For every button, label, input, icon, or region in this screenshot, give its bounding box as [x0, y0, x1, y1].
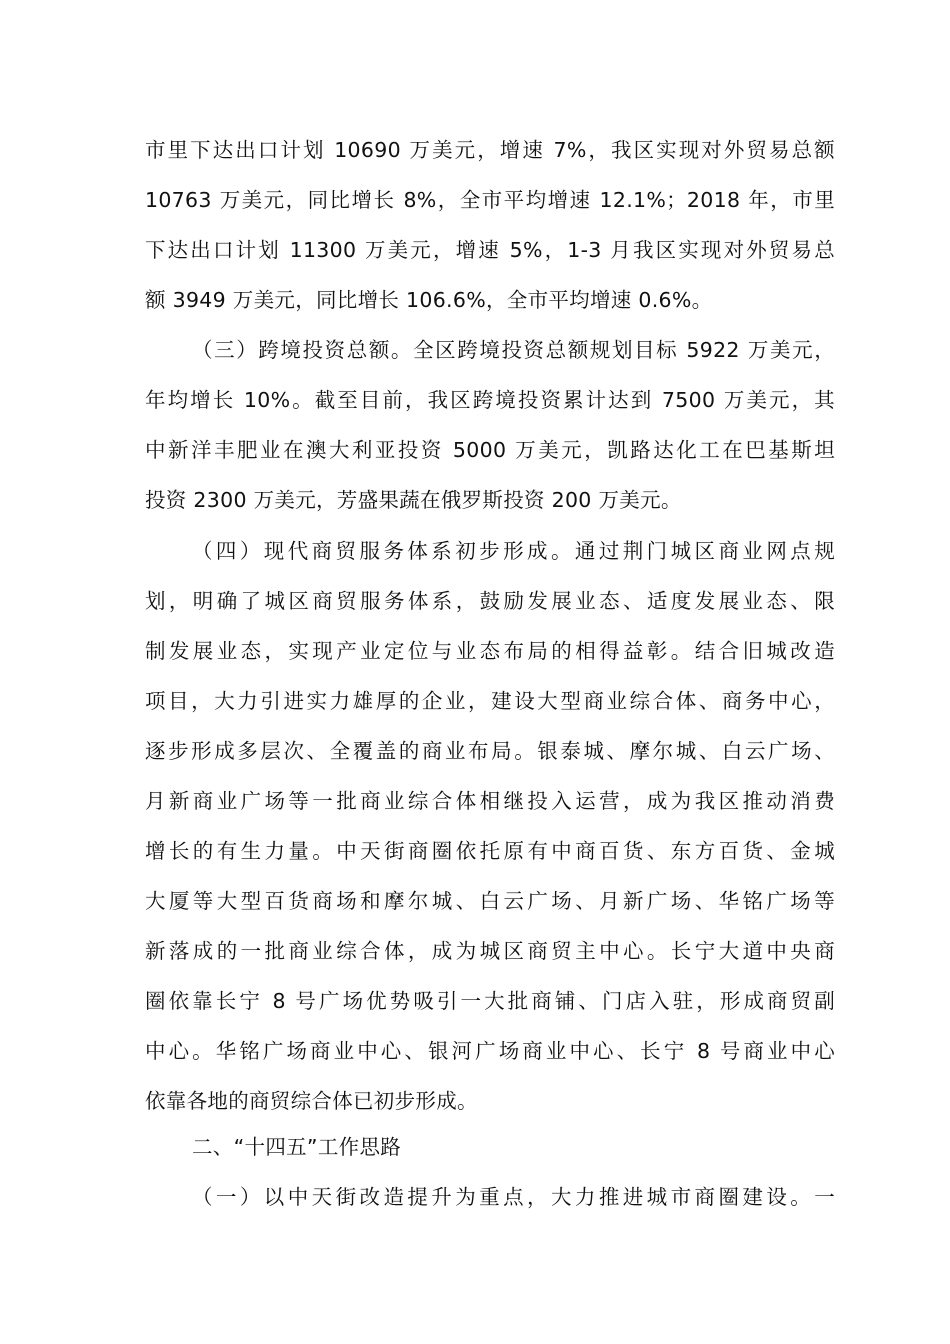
text-line: 下达出口计划 11300 万美元，增速 5%，1-3 月我区实现对外贸易总 [145, 238, 835, 262]
text-line: 制发展业态，实现产业定位与业态布局的相得益彰。结合旧城改造 [145, 639, 835, 663]
text-line: 月新商业广场等一批商业综合体相继投入运营，成为我区推动消费 [145, 789, 835, 813]
text-line: 项目，大力引进实力雄厚的企业，建设大型商业综合体、商务中心， [145, 689, 835, 713]
text-line: 年均增长 10%。截至目前，我区跨境投资累计达到 7500 万美元，其 [145, 388, 835, 412]
text-line: 投资 2300 万美元，芳盛果蔬在俄罗斯投资 200 万美元。 [145, 488, 682, 512]
text-line: 依靠各地的商贸综合体已初步形成。 [145, 1089, 478, 1113]
paragraph-heading-line: （三）跨境投资总额。全区跨境投资总额规划目标 5922 万美元， [192, 338, 835, 362]
text-line: 大厦等大型百货商场和摩尔城、白云广场、月新广场、华铭广场等 [145, 889, 835, 913]
text-line: 逐步形成多层次、全覆盖的商业布局。银泰城、摩尔城、白云广场、 [145, 739, 835, 763]
text-line: 中新洋丰肥业在澳大利亚投资 5000 万美元，凯路达化工在巴基斯坦 [145, 438, 835, 462]
text-line: 增长的有生力量。中天街商圈依托原有中商百货、东方百货、金城 [145, 839, 835, 863]
text-line: 中心。华铭广场商业中心、银河广场商业中心、长宁 8 号商业中心 [145, 1039, 835, 1063]
text-line: 10763 万美元，同比增长 8%，全市平均增速 12.1%；2018 年，市里 [145, 188, 835, 212]
text-line: 新落成的一批商业综合体，成为城区商贸主中心。长宁大道中央商 [145, 939, 835, 963]
text-line: 额 3949 万美元，同比增长 106.6%，全市平均增速 0.6%。 [145, 288, 713, 312]
section-heading: 二、“十四五”工作思路 [192, 1135, 402, 1159]
text-line: 圈依靠长宁 8 号广场优势吸引一大批商铺、门店入驻，形成商贸副 [145, 989, 835, 1013]
paragraph-heading-line: （一）以中天街改造提升为重点，大力推进城市商圈建设。一 [192, 1185, 835, 1209]
text-line: 市里下达出口计划 10690 万美元，增速 7%，我区实现对外贸易总额 [145, 138, 835, 162]
paragraph-heading-line: （四）现代商贸服务体系初步形成。通过荆门城区商业网点规 [192, 539, 835, 563]
text-line: 划，明确了城区商贸服务体系，鼓励发展业态、适度发展业态、限 [145, 589, 835, 613]
